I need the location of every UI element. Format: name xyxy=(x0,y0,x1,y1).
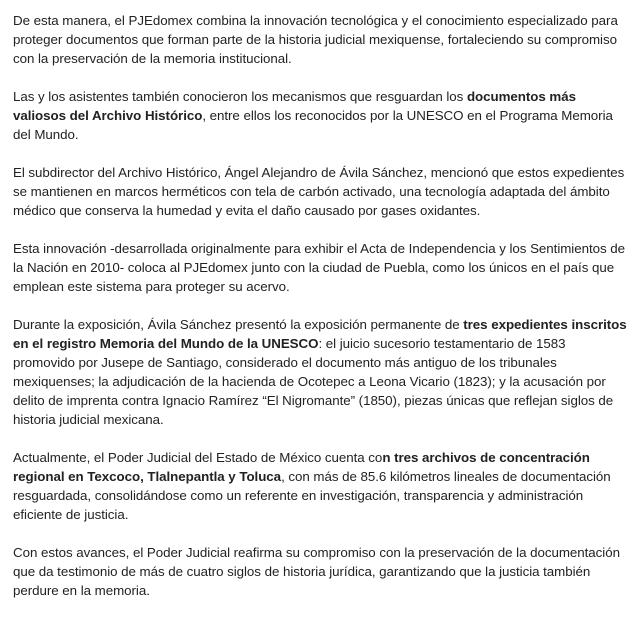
paragraph-2 xyxy=(13,87,627,144)
text-segment: , con más de 85.6 kilómetros lineales de documentación resguardada, consolidándose como un referente en investigación, transparencia y administración eficiente de justicia. xyxy=(13,469,611,522)
text-segment: Actualmente, el Poder Judicial del Estado de México cuenta co xyxy=(13,450,383,465)
text-segment: , entre ellos los reconocidos por la UNESCO en el Programa Memoria del Mundo. xyxy=(13,108,613,142)
bold-segment: n tres archivos de concentración regional en Texcoco, Tlalnepantla y Toluca xyxy=(13,450,590,484)
text-segment: De esta manera, el PJEdomex combina la innovación tecnológica y el conocimiento especializado para proteger documentos que forman parte de la historia judicial mexiquense, fortaleciendo su compromiso con la preservación de la memoria institucional. xyxy=(13,13,618,66)
article-body xyxy=(13,11,627,619)
text-segment: Las y los asistentes también conocieron los mecanismos que resguardan los xyxy=(13,89,467,104)
bold-segment: documentos más valiosos del Archivo Histórico xyxy=(13,89,576,123)
text-segment: : el juicio sucesorio testamentario de 1583 promovido por Jusepe de Santiago, considerado el documento más antiguo de los tribunales mexiquenses; la adjudicación de la hacienda de Ocotepec a Leona Vicario (1823); y la acusación por delito de imprenta contra Ignacio Ramírez “El Nigromante” (1850), piezas únicas que reflejan siglos de historia judicial mexicana. xyxy=(13,336,614,427)
text-segment: Con estos avances, el Poder Judicial reafirma su compromiso con la preservación de la documentación que da testimonio de más de cuatro siglos de historia jurídica, garantizando que la justicia también perdure en la memoria. xyxy=(13,545,620,598)
text-segment: Esta innovación -desarrollada originalmente para exhibir el Acta de Independencia y los Sentimientos de la Nación en 2010- coloca al PJEdomex junto con la ciudad de Puebla, como los únicos en el país que emplean este sistema para proteger su acervo. xyxy=(13,241,626,294)
paragraph-1 xyxy=(13,11,627,68)
text-segment: El subdirector del Archivo Histórico, Ángel Alejandro de Ávila Sánchez, mencionó que estos expedientes se mantienen en marcos herméticos con tela de carbón activado, una tecnología adaptada del ámbito médico que conserva la humedad y evita el daño causado por gases oxidantes. xyxy=(13,165,625,218)
text-segment: Durante la exposición, Ávila Sánchez presentó la exposición permanente de xyxy=(13,317,464,332)
paragraph-5 xyxy=(13,315,627,429)
paragraph-3 xyxy=(13,163,627,220)
paragraph-4 xyxy=(13,239,627,296)
paragraph-6 xyxy=(13,448,627,524)
paragraph-7 xyxy=(13,543,627,600)
bold-segment: tres expedientes inscritos en el registro Memoria del Mundo de la UNESCO xyxy=(13,317,627,351)
